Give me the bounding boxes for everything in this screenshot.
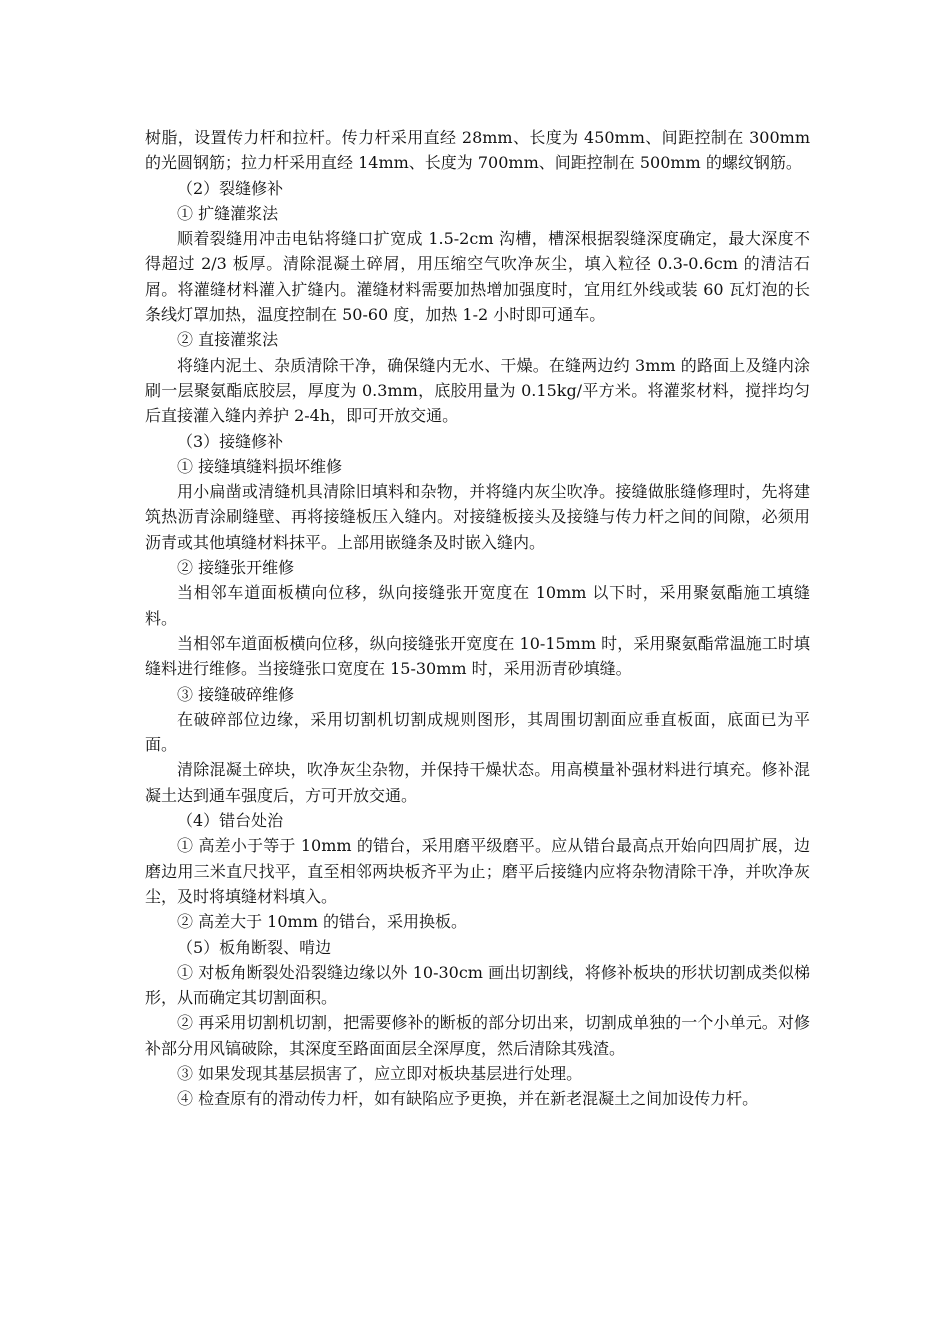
body-paragraph: ④ 检查原有的滑动传力杆，如有缺陷应予更换，并在新老混凝土之间加设传力杆。 [177, 1089, 759, 1109]
body-paragraph: 当相邻车道面板横向位移，纵向接缝张开宽度在 10mm 以下时，采用聚氨酯施工填缝料。 [145, 583, 810, 628]
body-paragraph: 清除混凝土碎块，吹净灰尘杂物，并保持干燥状态。用高模量补强材料进行填充。修补混凝土达到通车强度后，方可开放交通。 [145, 760, 810, 805]
section-heading: （2）裂缝修补 [177, 178, 284, 198]
body-paragraph: ① 对板角断裂处沿裂缝边缘以外 10-30cm 画出切割线，将修补板块的形状切割成类似梯形，从而确定其切割面积。 [145, 962, 810, 1008]
body-paragraph: 将缝内泥土、杂质清除干净，确保缝内无水、干燥。在缝两边约 3mm 的路面上及缝内涂刷一层聚氨酯底胶层，厚度为 0.3mm，底胶用量为 0.15kg/平方米。将灌浆材料，搅拌均匀后直接灌入缝内养护 2-4h，即可开放交通。 [145, 355, 810, 426]
body-paragraph: 在破碎部位边缘，采用切割机切割成规则图形，其周围切割面应垂直板面，底面已为平面。 [145, 709, 810, 755]
body-paragraph: 顺着裂缝用冲击电钻将缝口扩宽成 1.5-2cm 沟槽，槽深根据裂缝深度确定，最大深度不得超过 2/3 板厚。清除混凝土碎屑，用压缩空气吹净灰尘，填入粒径 0.3-0.6cm 的清洁石屑。将灌缝材料灌入扩缝内。灌缝材料需要加热增加强度时，宜用红外线或装 60 瓦灯泡的长条线灯罩加热，温度控制在 50-60 度，加热 1-2 小时即可通车。 [145, 229, 810, 325]
body-paragraph: ③ 如果发现其基层损害了，应立即对板块基层进行处理。 [177, 1063, 583, 1083]
document-page [145, 125, 810, 1112]
body-paragraph: ② 高差大于 10mm 的错台，采用换板。 [177, 912, 467, 932]
section-heading: （3）接缝修补 [177, 431, 284, 451]
body-paragraph: 当相邻车道面板横向位移，纵向接缝张开宽度在 10-15mm 时，采用聚氨酯常温施工时填缝料进行维修。当接缝张口宽度在 15-30mm 时，采用沥青砂填缝。 [145, 633, 810, 679]
section-heading: （5）板角断裂、啃边 [177, 937, 332, 957]
body-paragraph: 树脂，设置传力杆和拉杆。传力杆采用直经 28mm、长度为 450mm、间距控制在 300mm 的光圆钢筋；拉力杆采用直经 14mm、长度为 700mm、间距控制在 500mm 的螺纹钢筋。 [145, 128, 810, 173]
subsection-heading: ① 扩缝灌浆法 [177, 203, 279, 223]
subsection-heading: ③ 接缝破碎维修 [177, 684, 295, 704]
body-paragraph: ① 高差小于等于 10mm 的错台，采用磨平级磨平。应从错台最高点开始向四周扩展，边磨边用三米直尺找平，直至相邻两块板齐平为止；磨平后接缝内应将杂物清除干净，并吹净灰尘，及时将填缝材料填入。 [145, 836, 810, 906]
body-paragraph: 用小扁凿或清缝机具清除旧填料和杂物，并将缝内灰尘吹净。接缝做胀缝修理时，先将建筑热沥青涂刷缝壁、再将接缝板压入缝内。对接缝板接头及接缝与传力杆之间的间隙，必须用沥青或其他填缝材料抹平。上部用嵌缝条及时嵌入缝内。 [145, 482, 810, 552]
subsection-heading: ① 接缝填缝料损坏维修 [177, 456, 343, 476]
subsection-heading: ② 接缝张开维修 [177, 558, 295, 578]
body-paragraph: ② 再采用切割机切割，把需要修补的断板的部分切出来，切割成单独的一个小单元。对修补部分用风镐破除，其深度至路面面层全深厚度，然后清除其残渣。 [145, 1013, 810, 1058]
section-heading: （4）错台处治 [177, 811, 284, 831]
subsection-heading: ② 直接灌浆法 [177, 330, 279, 350]
